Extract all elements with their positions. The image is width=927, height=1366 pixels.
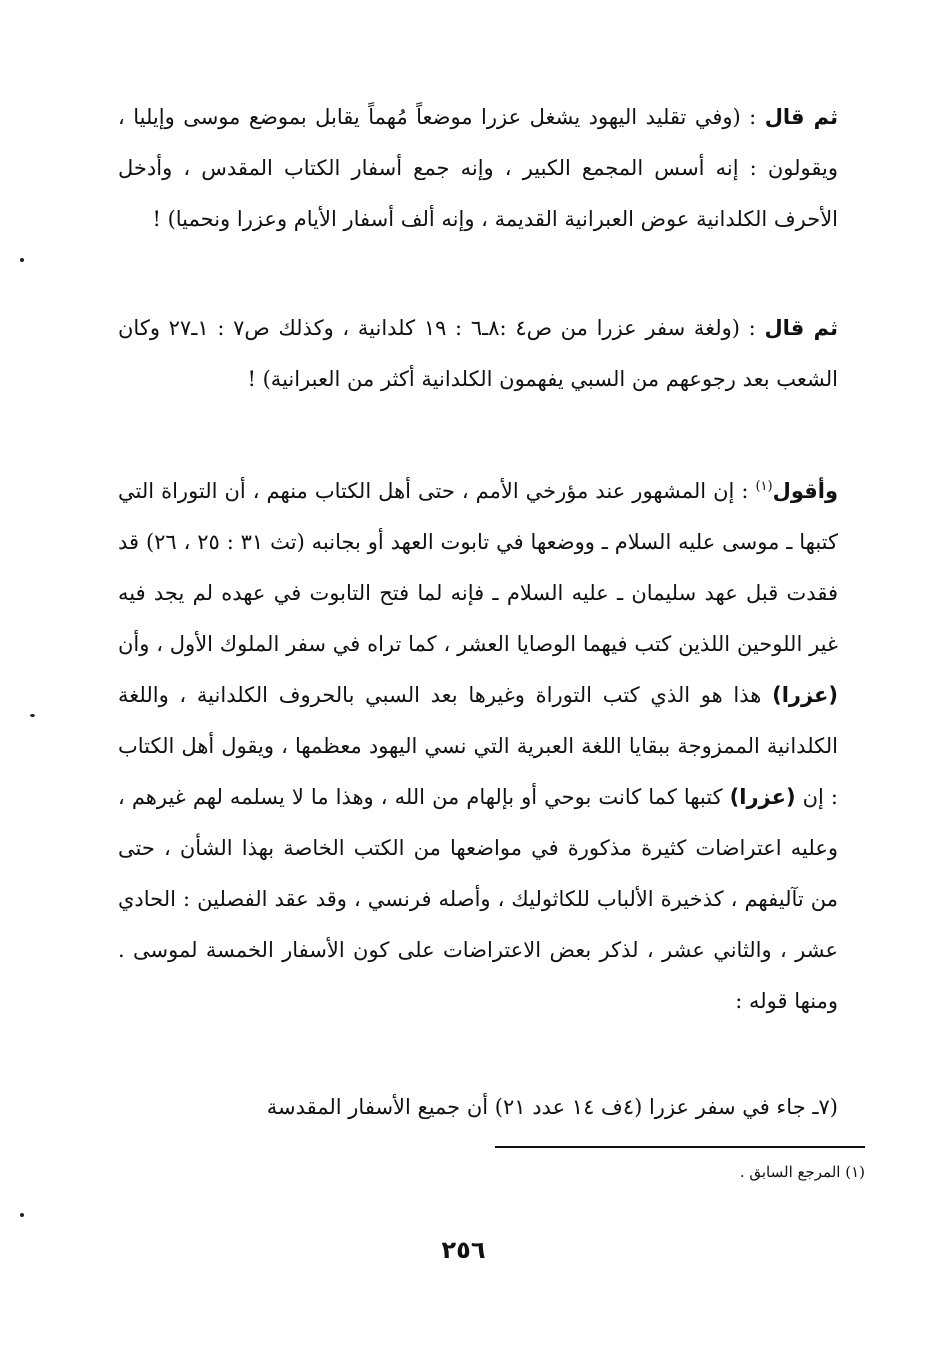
paragraph-1-lead: ثم قال: [764, 105, 838, 129]
paragraph-3-text-a: : إن المشهور عند مؤرخي الأمم ، حتى أهل الكتاب منهم ، أن التوراة التي كتبها ـ موسى عليه السلام ـ ووضعها في تابوت العهد أو بجانبه (تث ٣١ : ٢٥ ، ٢٦) قد فقدت قبل عهد سليمان ـ عليه السلام ـ فإنه لما فتح التابوت في عهده لم يجد فيه غير اللوحين اللذين كتب فيهما الوصايا العشر ، كما تراه في سفر الملوك الأول ، وأن: [118, 479, 838, 656]
paragraph-2-lead: ثم قال: [764, 316, 838, 340]
paragraph-4: [118, 1082, 838, 1133]
paragraph-3-name-2: (عزرا): [729, 785, 796, 809]
footnote-divider: [495, 1146, 865, 1148]
scan-speck: [30, 714, 35, 717]
scan-speck: [20, 1213, 24, 1217]
scan-speck: [20, 258, 24, 262]
paragraph-3-text-b: هذا هو الذي كتب التوراة وغيرها بعد السبي بالحروف الكلدانية ، واللغة الكلدانية الممزوجة ببقايا اللغة العبرية التي نسي اليهود معظمها ، ويقول أهل الكتاب : إن: [118, 683, 839, 809]
footnote: (١) المرجع السابق .: [739, 1163, 865, 1181]
paragraph-4-text: (٧ـ جاء في سفر عزرا (٤ف ١٤ عدد ٢١) أن جميع الأسفار المقدسة: [266, 1095, 838, 1119]
paragraph-3-lead: وأقول: [772, 479, 838, 503]
footnote-reference[interactable]: (١): [755, 479, 773, 494]
paragraph-3-name-1: (عزرا): [772, 683, 838, 707]
paragraph-3-text-c: كتبها كما كانت بوحي أو بإلهام من الله ، وهذا ما لا يسلمه لهم غيرهم ، وعليه اعتراضات كثيرة مذكورة في مواضعها من الكتب الخاصة بهذا الشأن ، حتى من تآليفهم ، كذخيرة الألباب للكاثوليك ، وأصله فرنسي ، وقد عقد الفصلين : الحادي عشر ، والثاني عشر ، لذكر بعض الاعتراضات على كون الأسفار الخمسة لموسى . ومنها قوله :: [118, 785, 838, 1013]
paragraph-2: [118, 303, 838, 405]
page-number: ٢٥٦: [441, 1236, 486, 1264]
paragraph-1: [118, 92, 838, 245]
paragraph-2-text: : (ولغة سفر عزرا من ص٤ :٨ـ٦ : ١٩ كلدانية ، وكذلك ص٧ : ١ـ٢٧ وكان الشعب بعد رجوعهم من السبي يفهمون الكلدانية أكثر من العبرانية) !: [118, 316, 838, 391]
paragraph-3: [118, 466, 838, 1027]
paragraph-1-text: : (وفي تقليد اليهود يشغل عزرا موضعاً مُهماً يقابل بموضع موسى وإيليا ، ويقولون : إنه أسس المجمع الكبير ، وإنه جمع أسفار الكتاب المقدس ، وأدخل الأحرف الكلدانية عوض العبرانية القديمة ، وإنه ألف أسفار الأيام وعزرا ونحميا) !: [118, 105, 838, 231]
